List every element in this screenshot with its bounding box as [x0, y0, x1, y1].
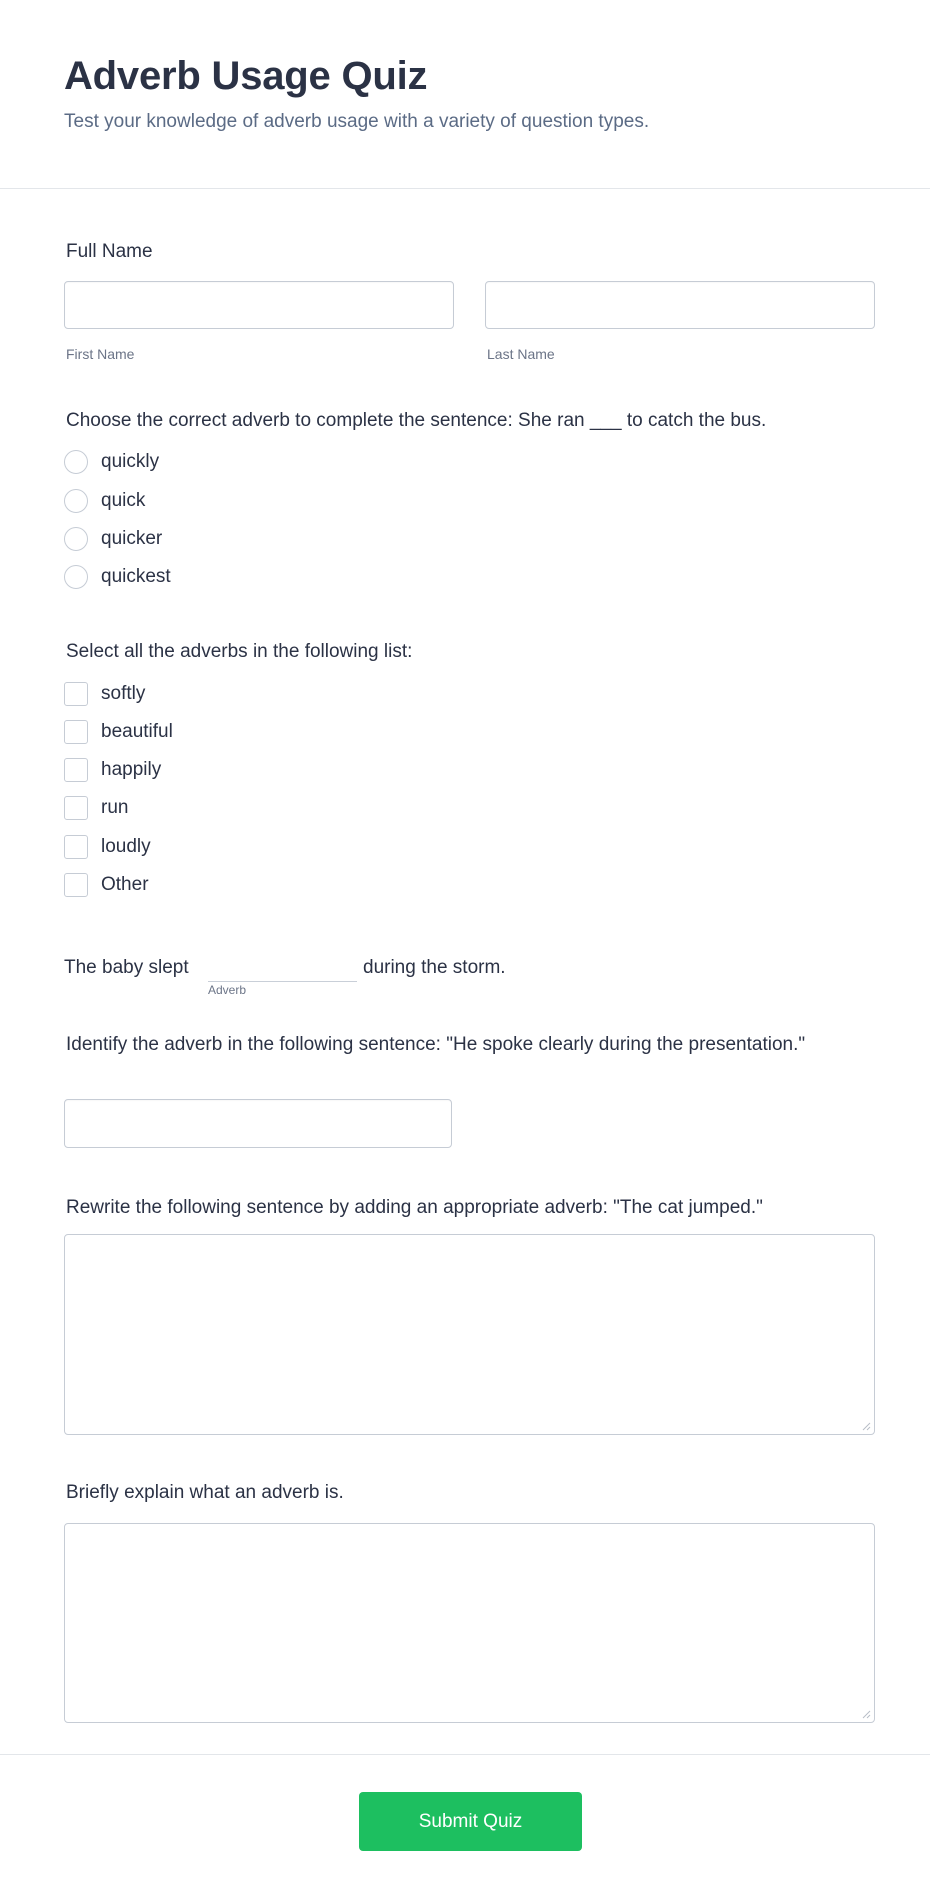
radio-button[interactable]	[64, 489, 88, 513]
fill-blank-before-text: The baby slept	[64, 957, 189, 978]
resize-grip-icon[interactable]	[861, 1709, 871, 1719]
fill-blank-after-text: during the storm.	[363, 957, 506, 978]
page-subtitle: Test your knowledge of adverb usage with a variety of question types.	[64, 111, 650, 132]
radio-option-label[interactable]: quickly	[101, 451, 160, 472]
checkbox[interactable]	[64, 720, 88, 744]
checkbox[interactable]	[64, 758, 88, 782]
question-5-label: Rewrite the following sentence by adding an appropriate adverb: "The cat jumped."	[66, 1197, 763, 1218]
checkbox[interactable]	[64, 873, 88, 897]
question-2-label: Select all the adverbs in the following list:	[66, 641, 413, 662]
radio-option-quicker[interactable]	[64, 526, 162, 552]
form-header	[0, 0, 930, 189]
checkbox-option-happily[interactable]	[64, 757, 161, 783]
radio-button[interactable]	[64, 527, 88, 551]
radio-option-label[interactable]: quick	[101, 490, 146, 511]
explain-adverb-textarea[interactable]	[64, 1523, 875, 1723]
first-name-input[interactable]	[64, 281, 454, 329]
radio-button[interactable]	[64, 450, 88, 474]
resize-grip-icon[interactable]	[861, 1421, 871, 1431]
page-title: Adverb Usage Quiz	[64, 54, 428, 98]
checkbox-option-label[interactable]: loudly	[101, 836, 151, 857]
full-name-label: Full Name	[66, 241, 153, 262]
checkbox[interactable]	[64, 835, 88, 859]
first-name-sublabel: First Name	[66, 346, 135, 362]
question-1-label: Choose the correct adverb to complete the sentence: She ran ___ to catch the bus.	[66, 410, 767, 431]
checkbox-option-other[interactable]	[64, 872, 149, 898]
checkbox-option-label[interactable]: softly	[101, 683, 146, 704]
footer-divider	[0, 1754, 930, 1755]
fill-blank-sentence	[64, 955, 189, 981]
radio-option-label[interactable]: quicker	[101, 528, 163, 549]
fill-blank-sublabel: Adverb	[208, 983, 247, 997]
radio-option-label[interactable]: quickest	[101, 566, 171, 587]
radio-button[interactable]	[64, 565, 88, 589]
checkbox[interactable]	[64, 682, 88, 706]
checkbox-option-run[interactable]	[64, 795, 128, 821]
last-name-input[interactable]	[485, 281, 875, 329]
submit-quiz-button[interactable]: Submit Quiz	[359, 1792, 582, 1851]
question-4-label: Identify the adverb in the following sentence: "He spoke clearly during the presentation."	[66, 1034, 806, 1055]
checkbox-option-softly[interactable]	[64, 681, 145, 707]
checkbox-option-loudly[interactable]	[64, 834, 151, 860]
radio-option-quick[interactable]	[64, 488, 145, 514]
question-6-label: Briefly explain what an adverb is.	[66, 1482, 344, 1503]
checkbox[interactable]	[64, 796, 88, 820]
radio-option-quickest[interactable]	[64, 564, 171, 590]
checkbox-option-label[interactable]: happily	[101, 759, 162, 780]
checkbox-option-beautiful[interactable]	[64, 719, 173, 745]
checkbox-option-label[interactable]: run	[101, 797, 129, 818]
last-name-sublabel: Last Name	[487, 346, 555, 362]
rewrite-sentence-textarea[interactable]	[64, 1234, 875, 1435]
checkbox-option-label[interactable]: Other	[101, 874, 149, 895]
fill-blank-input[interactable]	[208, 956, 357, 982]
checkbox-option-label[interactable]: beautiful	[101, 721, 173, 742]
identify-adverb-input[interactable]	[64, 1099, 452, 1148]
radio-option-quickly[interactable]	[64, 449, 159, 475]
